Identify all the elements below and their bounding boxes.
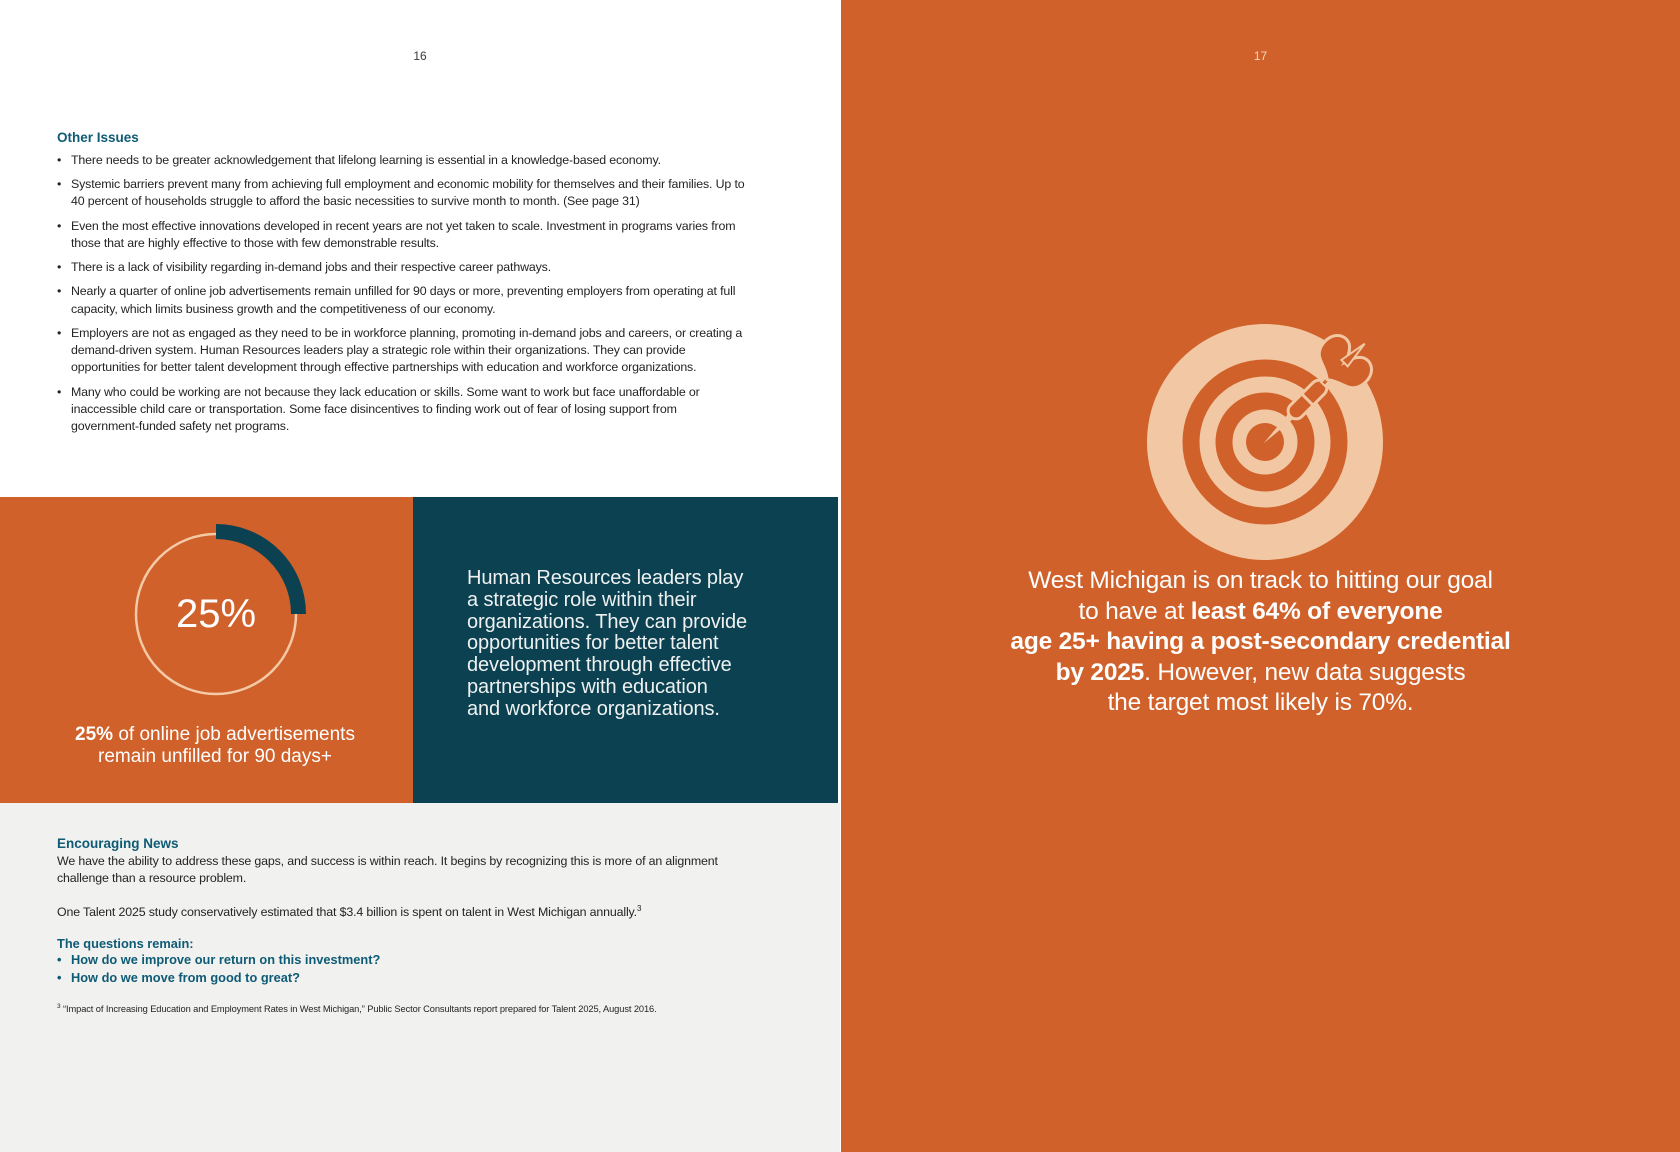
bullet-dot: • bbox=[57, 218, 62, 233]
footnote bbox=[57, 1003, 745, 1014]
quote-line: opportunities for better talent bbox=[467, 632, 719, 655]
other-issues-section bbox=[57, 130, 745, 442]
bullet-item bbox=[57, 259, 745, 276]
hero-line bbox=[841, 566, 1680, 597]
bullet-text: Employers are not as engaged as they need to be in workforce planning, promoting in-demand jobs and careers, or creating a demand-driven system. Human Resources leaders play a strategic role within their organizations. They can provide opportunities for better talent development through effective partnerships with education and workforce organizations. bbox=[71, 325, 743, 375]
bullet-dot: • bbox=[57, 384, 62, 399]
bullet-text: There is a lack of visibility regarding in-demand jobs and their respective career pathways. bbox=[71, 260, 551, 275]
bullet-item bbox=[57, 152, 745, 169]
quote-line: Human Resources leaders play bbox=[467, 567, 744, 589]
question-bullet-dot: • bbox=[57, 970, 62, 986]
hero-segment: West Michigan is on track to hitting our goal bbox=[1028, 567, 1493, 594]
page-number-left: 16 bbox=[413, 49, 427, 63]
bullet-dot: • bbox=[57, 153, 62, 167]
encouraging-paragraph-2-text: One Talent 2025 study conservatively estimated that $3.4 billion is spent on talent in West Michigan annually. bbox=[57, 904, 637, 919]
bullet-text: Systemic barriers prevent many from achieving full employment and economic mobility for themselves and their families. Up to 40 percent of households struggle to afford the basic necessities to survive month to month. (See page 31) bbox=[71, 177, 745, 209]
quote-line: organizations. They can provide bbox=[467, 610, 748, 633]
bullet-dot: • bbox=[57, 325, 62, 340]
hero-segment: . However, new data suggests bbox=[1144, 658, 1466, 686]
stat-caption-rest: of online job advertisements bbox=[113, 724, 355, 745]
bullet-text: Nearly a quarter of online job advertisements remain unfilled for 90 days or more, preventing employers from operating at full capacity, which limits business growth and the competitiveness of our economy. bbox=[71, 284, 736, 316]
bullet-item bbox=[57, 176, 745, 211]
quote-panel bbox=[413, 497, 838, 803]
hero-segment: to have at bbox=[1078, 597, 1191, 625]
question-item bbox=[57, 951, 745, 969]
footnote-text: “Impact of Increasing Education and Employment Rates in West Michigan,” Public Sector Consultants report prepared for Talent 2025, August 2016. bbox=[60, 1004, 657, 1015]
hero-line bbox=[841, 688, 1680, 719]
hero-statement bbox=[841, 566, 1680, 719]
encouraging-paragraph-2 bbox=[57, 900, 745, 921]
encouraging-news-heading: Encouraging News bbox=[57, 836, 179, 851]
bullet-item bbox=[57, 325, 745, 377]
target-dart-icon-svg bbox=[1115, 292, 1415, 592]
target-dart-icon bbox=[1115, 292, 1415, 592]
footnote-marker: 3 bbox=[636, 903, 642, 913]
footnote-superscript: 3 bbox=[57, 1003, 61, 1011]
questions-heading: The questions remain: bbox=[57, 936, 194, 952]
page-number-right: 17 bbox=[1253, 49, 1268, 63]
stat-panel bbox=[0, 497, 413, 803]
bullet-text: Many who could be working are not because they lack education or skills. Some want to work but face unaffordable or inaccessible child care or transportation. Some face disincentives to finding work out of fear of losing support from government-funded safety net programs. bbox=[71, 384, 700, 434]
hero-line bbox=[841, 627, 1680, 658]
stat-caption-bold: 25% bbox=[75, 724, 114, 745]
quote-line: partnerships with education bbox=[467, 675, 708, 698]
donut-center-label: 25% bbox=[175, 591, 257, 636]
quote-line: and workforce organizations. bbox=[467, 697, 720, 720]
hero-line bbox=[841, 597, 1680, 628]
quote-text bbox=[467, 568, 747, 721]
bullet-dot: • bbox=[57, 177, 62, 192]
question-item bbox=[57, 969, 745, 987]
questions-list bbox=[57, 951, 745, 987]
quote-line: development through effective bbox=[467, 654, 732, 677]
encouraging-news-section bbox=[57, 836, 745, 1014]
bullet-dot: • bbox=[57, 284, 62, 299]
hero-segment: the target most likely is 70%. bbox=[1107, 689, 1414, 716]
encouraging-paragraph-1: We have the ability to address these gaps, and success is within reach. It begins by recognizing this is more of an alignment challenge than a resource problem. bbox=[57, 854, 718, 886]
question-text: How do we move from good to great? bbox=[71, 970, 300, 986]
question-bullet-dot: • bbox=[57, 952, 62, 968]
right-page bbox=[841, 0, 1680, 1152]
other-issues-heading: Other Issues bbox=[57, 130, 139, 145]
bullet-item bbox=[57, 384, 745, 436]
question-text: How do we improve our return on this investment? bbox=[71, 952, 381, 968]
quote-line: a strategic role within their bbox=[467, 588, 697, 611]
other-issues-list bbox=[57, 152, 745, 436]
hero-line bbox=[841, 658, 1680, 689]
bullet-text: Even the most effective innovations developed in recent years are not yet taken to scale. Investment in programs varies from those that are highly effective to those with few demonstrable results. bbox=[71, 218, 736, 250]
bullet-text: There needs to be greater acknowledgement that lifelong learning is essential in a knowledge-based economy. bbox=[71, 153, 661, 167]
bullet-item bbox=[57, 283, 745, 318]
hero-segment: least 64% of everyone bbox=[1190, 597, 1443, 625]
hero-segment: age 25+ having a post-secondary credential bbox=[1010, 628, 1511, 655]
stat-caption bbox=[15, 724, 415, 767]
bullet-dot: • bbox=[57, 260, 62, 275]
bullet-item bbox=[57, 218, 745, 253]
stat-caption-line2: remain unfilled for 90 days+ bbox=[98, 745, 332, 767]
hero-segment: by 2025 bbox=[1055, 658, 1145, 686]
